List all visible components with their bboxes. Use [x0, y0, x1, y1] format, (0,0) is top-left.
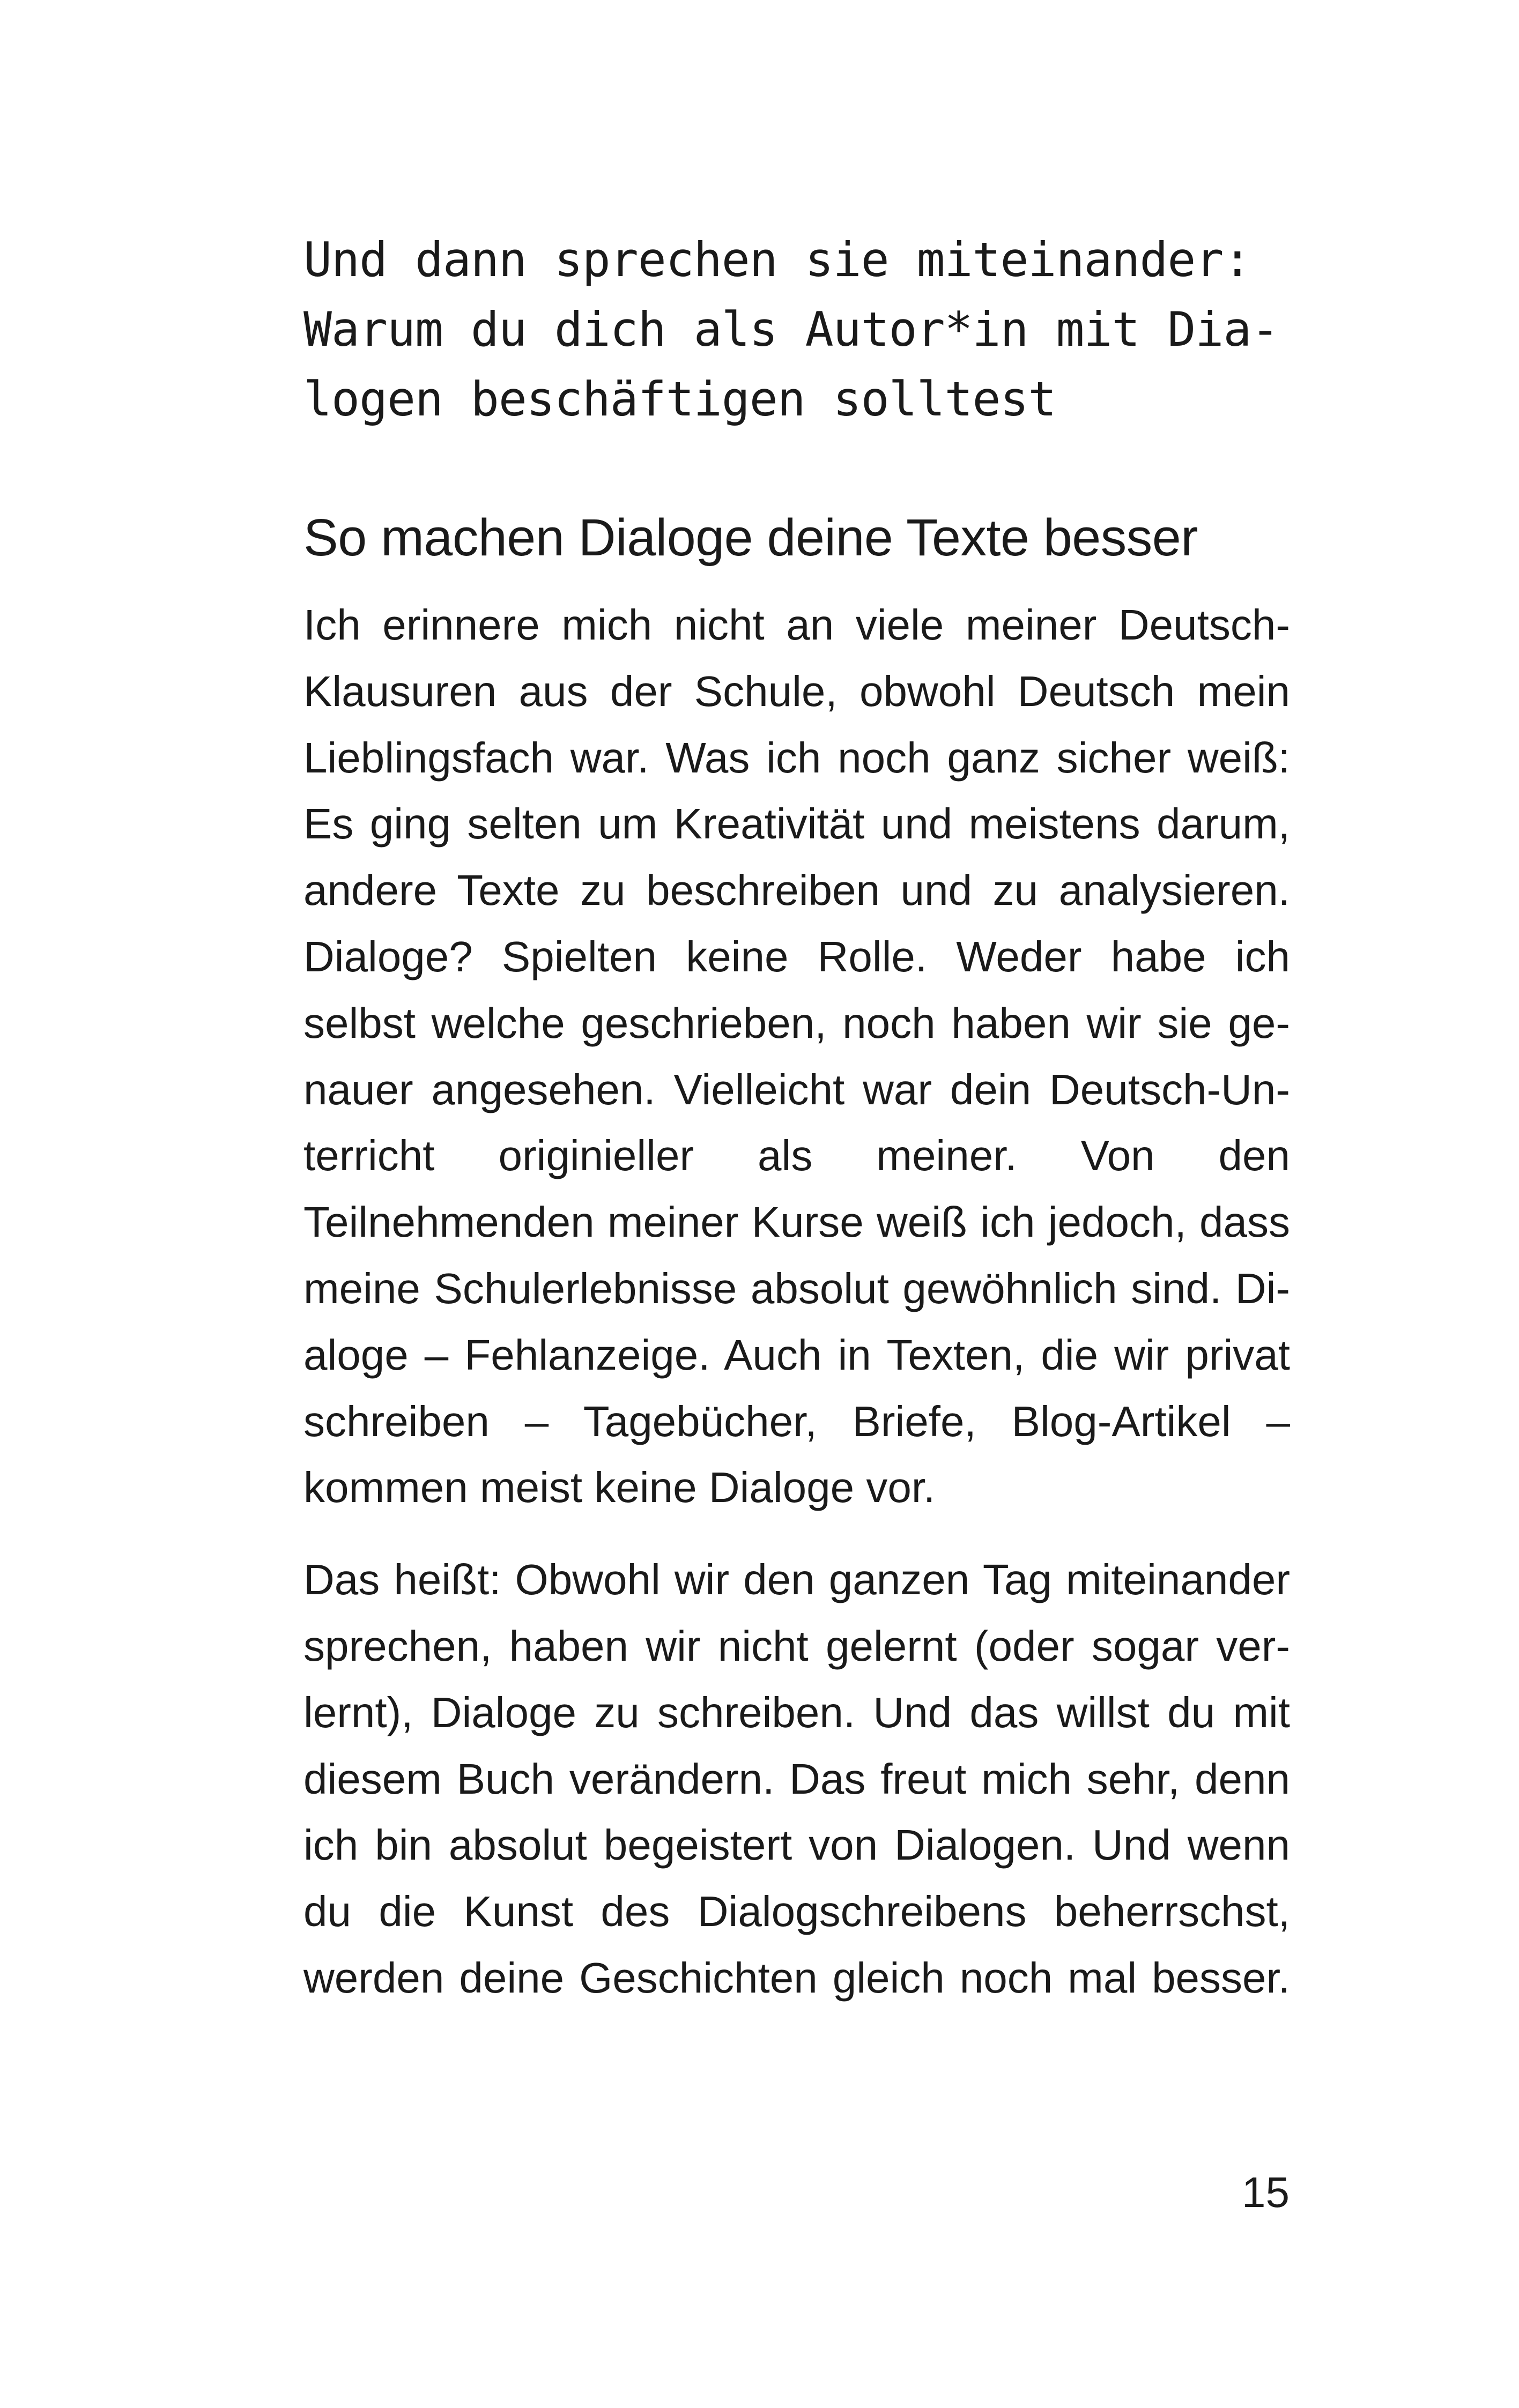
paragraph-line: Klausuren aus der Schule, obwohl Deutsch mein [303, 667, 1290, 715]
paragraph-line: nauer angesehen. Vielleicht war dein Deutsch-Un- [303, 1065, 1290, 1113]
paragraph-line: andere Texte zu beschreiben und zu analysieren. [303, 866, 1290, 915]
paragraph-line: lernt), Dialoge zu schreiben. Und das willst du mit [303, 1688, 1290, 1736]
body-paragraph [303, 1547, 1290, 2011]
section-heading: So machen Dialoge deine Texte besser [303, 508, 1198, 567]
paragraph-line: ich bin absolut begeistert von Dialogen. Und wenn [303, 1821, 1290, 1869]
paragraph-line: werden deine Geschichten gleich noch mal besser. [303, 1953, 1290, 2002]
paragraph-line: schreiben – Tagebücher, Briefe, Blog-Artikel – [303, 1397, 1290, 1445]
paragraph-line: Lieblingsfach war. Was ich noch ganz sicher weiß: [303, 733, 1290, 782]
paragraph-line: Es ging selten um Kreativität und meistens darum, [303, 800, 1290, 848]
paragraph-line: diesem Buch verändern. Das freut mich sehr, denn [303, 1755, 1290, 1803]
chapter-title-line: Warum du dich als Autor*in mit Dia- [303, 302, 1279, 357]
chapter-title [303, 225, 1290, 434]
paragraph-line: Das heißt: Obwohl wir den ganzen Tag miteinander [303, 1556, 1290, 1604]
page-number: 15 [1242, 2168, 1290, 2216]
paragraph-line: selbst welche geschrieben, noch haben wir sie ge- [303, 999, 1290, 1047]
chapter-title-line: logen beschäftigen solltest [303, 371, 1056, 427]
paragraph-line: Teilnehmenden meiner Kurse weiß ich jedoch, dass [303, 1198, 1290, 1246]
paragraph-line: du die Kunst des Dialogschreibens beherrschst, [303, 1887, 1290, 1936]
chapter-title-line: Und dann sprechen sie miteinander: [303, 232, 1251, 287]
paragraph-line: Ich erinnere mich nicht an viele meiner Deutsch- [303, 601, 1290, 649]
paragraph-line: meine Schulerlebnisse absolut gewöhnlich sind. Di- [303, 1264, 1290, 1312]
body-paragraph [303, 592, 1290, 1521]
paragraph-line: kommen meist keine Dialoge vor. [303, 1463, 936, 1512]
paragraph-line: terricht originieller als meiner. Von den [303, 1132, 1290, 1180]
paragraph-line: Dialoge? Spielten keine Rolle. Weder habe ich [303, 932, 1290, 980]
paragraph-line: sprechen, haben wir nicht gelernt (oder sogar ver- [303, 1622, 1290, 1670]
page-content [303, 225, 1290, 2011]
paragraph-line: aloge – Fehlanzeige. Auch in Texten, die wir privat [303, 1331, 1290, 1379]
